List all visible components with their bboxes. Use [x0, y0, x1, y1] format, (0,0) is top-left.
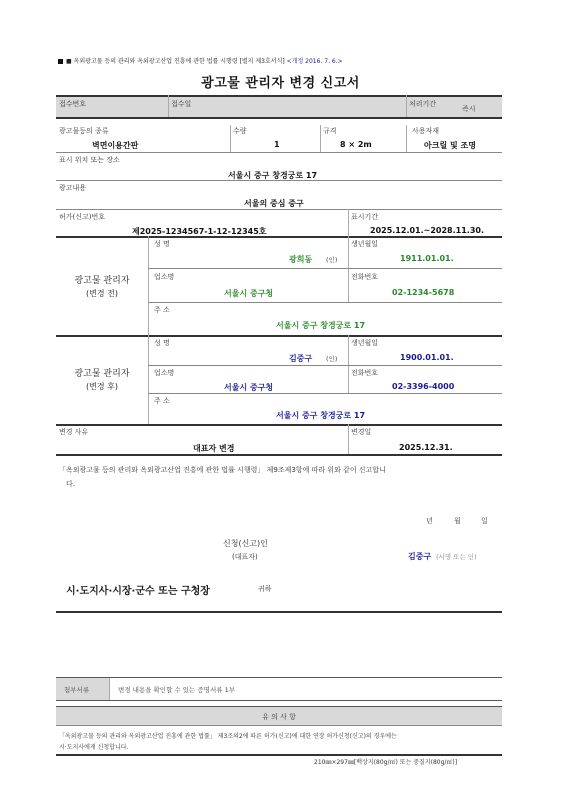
before-birth-value: 1911.01.01. — [400, 254, 454, 263]
change-reason-label: 변경 사유 — [59, 428, 89, 436]
notice-line-1: 「옥외광고물 등의 관리와 옥외광고산업 진흥에 관한 법률」 제3조의2에 따른 허가(신고)에 대한 연장 허가신청(신고)의 경우에는 — [59, 733, 397, 740]
applicant-label: 신청(신고)인 — [223, 539, 268, 548]
change-reason-value: 대표자 변경 — [193, 444, 235, 453]
after-name-label: 성 명 — [154, 339, 170, 347]
change-date-label: 변경일 — [351, 428, 372, 436]
applicant-name: 김중구 — [408, 552, 432, 561]
before-section-title: 광고물 관리자 — [74, 276, 130, 286]
applicant-signature-mark: (서명 또는 인) — [436, 553, 477, 561]
date-month-label: 월 — [454, 517, 461, 525]
ad-type-value: 벽면이용간판 — [92, 141, 139, 150]
size-label: 규격 — [323, 127, 337, 135]
before-business-value: 서울시 중구청 — [224, 289, 274, 298]
addressee-suffix: 귀하 — [258, 585, 272, 593]
receipt-no-label: 접수번호 — [59, 100, 87, 108]
attachments-value: 변경 내용을 확인할 수 있는 증명서류 1부 — [118, 686, 235, 694]
change-date-value: 2025.12.31. — [399, 443, 453, 452]
form-header-note — [58, 56, 343, 65]
location-value: 서울시 중구 창경궁로 17 — [228, 171, 318, 180]
after-business-label: 업소명 — [154, 369, 175, 377]
quantity-value: 1 — [274, 140, 280, 149]
document-title: 광고물 관리자 변경 신고서 — [201, 76, 360, 91]
location-label: 표시 위치 또는 장소 — [59, 156, 120, 164]
permit-no-value: 제2025-1234567-1-12-12345호 — [132, 227, 267, 236]
notice-line-2: 시·도지사에게 신청합니다. — [59, 744, 129, 751]
before-birth-label: 생년월일 — [351, 240, 379, 248]
before-seal-mark: (인) — [326, 256, 338, 264]
before-business-label: 업소명 — [154, 273, 175, 281]
material-label: 사용자재 — [412, 127, 440, 135]
after-birth-value: 1900.01.01. — [400, 353, 454, 362]
before-phone-label: 전화번호 — [351, 273, 379, 281]
after-business-value: 서울시 중구청 — [224, 383, 274, 392]
applicant-sublabel: (대표자) — [232, 553, 258, 561]
date-day-label: 일 — [481, 517, 488, 525]
after-birth-label: 생년월일 — [351, 339, 379, 347]
display-period-value: 2025.12.01.~2028.11.30. — [370, 226, 484, 235]
after-section-subtitle: (변경 후) — [86, 382, 118, 391]
before-section-subtitle: (변경 전) — [86, 289, 118, 298]
after-section-title: 광고물 관리자 — [74, 369, 130, 379]
after-phone-value: 02-3396-4000 — [392, 382, 455, 391]
statement-line-2: 다. — [66, 480, 75, 488]
processing-period-label: 처리기간 — [409, 100, 437, 108]
before-phone-value: 02-1234-5678 — [392, 288, 455, 297]
law-reference: ■ 옥외광고물 등의 관리와 옥외광고산업 진흥에 관한 법률 시행령 [별지 제3호서식] — [66, 58, 285, 65]
before-address-label: 주 소 — [154, 306, 170, 314]
notice-title: 유 의 사 항 — [262, 713, 296, 721]
before-name-label: 성 명 — [154, 240, 170, 248]
revision-date: <개정 2016. 7. 6.> — [286, 58, 343, 65]
processing-period-value: 즉시 — [462, 105, 476, 113]
before-address-value: 서울시 중구 창경궁로 17 — [276, 321, 366, 330]
paper-spec: 210㎜×297㎜[백상지(80g/㎡) 또는 중질지(80g/㎡)] — [314, 759, 458, 766]
statement-line-1: 「옥외광고물 등의 관리와 옥외광고산업 진흥에 관한 법률 시행령」 제9조제3항에 따라 위와 같이 신고합니 — [59, 466, 386, 474]
quantity-label: 수량 — [233, 127, 247, 135]
receipt-date-label: 접수일 — [171, 100, 192, 108]
ad-content-label: 광고내용 — [59, 184, 87, 192]
size-value: 8 × 2m — [340, 140, 372, 149]
permit-no-label: 허가(신고)번호 — [59, 213, 106, 221]
after-name-value: 김중구 — [289, 354, 313, 363]
ad-type-label: 광고물등의 종류 — [59, 127, 109, 135]
material-value: 아크릴 및 조명 — [424, 141, 476, 150]
display-period-label: 표시기간 — [351, 213, 379, 221]
before-name-value: 광희동 — [289, 255, 313, 264]
after-address-label: 주 소 — [154, 397, 170, 405]
square-bullet-icon — [58, 59, 63, 64]
ad-content-value: 서울의 중심 중구 — [244, 199, 304, 208]
after-address-value: 서울시 중구 창경궁로 17 — [276, 411, 366, 420]
after-phone-label: 전화번호 — [351, 369, 379, 377]
after-seal-mark: (인) — [326, 355, 338, 363]
attachments-label: 첨부서류 — [64, 686, 90, 694]
report-form — [56, 95, 502, 766]
date-year-label: 년 — [426, 517, 433, 525]
addressee: 시·도지사·시장·군수 또는 구청장 — [66, 586, 210, 597]
